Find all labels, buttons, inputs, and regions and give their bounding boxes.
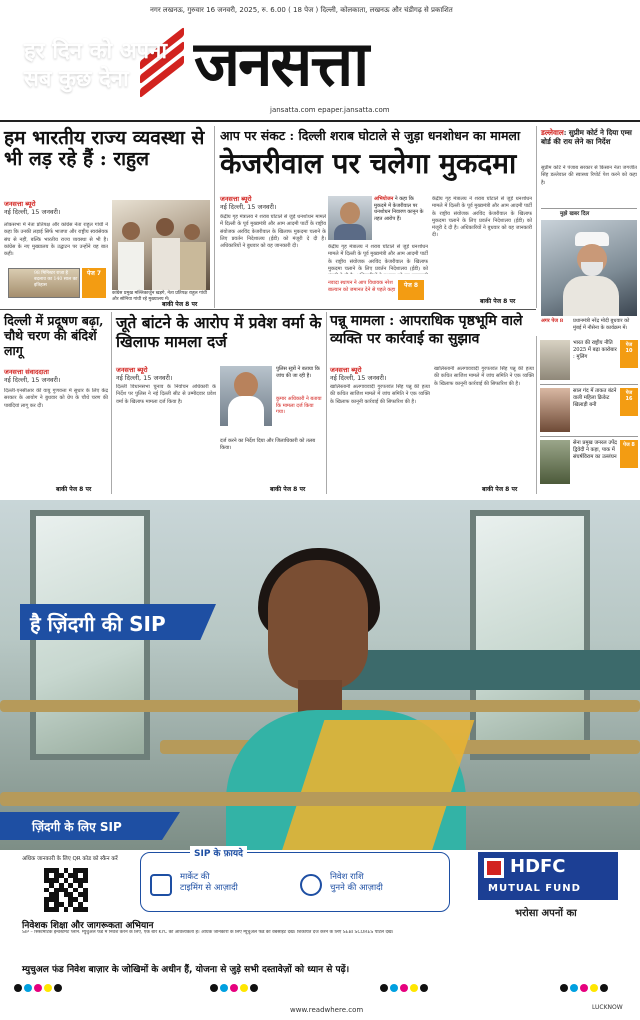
hdfc-brand-name: HDFC [510,856,566,877]
continued-pollution[interactable]: बाकी पेज 8 पर [56,486,92,493]
note-pravesh-1: पुलिस सूत्रों ने बताया कि जांच की जा रही है। [276,366,320,379]
photo-caption-rahul: कांग्रेस प्रमुख मल्लिकार्जुन खड़गे, नेता प्रतिपक्ष राहुल गांधी और सोनिया गांधी रहे मुख्यालय में। [112,291,207,302]
headline-kejriwal[interactable]: केजरीवाल पर चलेगा मुकदमा [220,147,517,180]
side-thumb-1 [540,340,570,380]
woman-face [268,560,368,690]
hdfc-brand-sub: MUTUAL FUND [488,883,581,894]
hdfc-logo-icon [484,858,504,878]
side-item-1-text[interactable]: भारत की राष्ट्रीय नीति 2025 में बढ़ा कारोबार : मुलिंग [573,340,617,360]
mutual-fund-disclaimer: म्युचुअल फंड निवेश बाज़ार के जोखिमों के अधीन हैं, योजना से जुड़े सभी दस्तावेज़ों को ध्यान से पढ़ें। [22,965,350,975]
byline-pollution: जनसत्ता संवाददाता नई दिल्ली, 15 जनवरी। [4,368,61,385]
headline-dallewal[interactable]: डल्लेवाल: सुप्रीम कोर्ट ने दिया एम्स बोर्ड की राय लेने का निर्देश [541,128,632,146]
pravesh-verma-photo [220,366,272,426]
sip-benefit-2: निवेश राशि चुनने की आज़ादी [330,872,383,893]
divider [540,384,638,385]
note-pravesh-2: कुमार अधिकारी ने बताया कि मामला दर्ज किया गया। [276,396,322,415]
headline-pollution[interactable]: दिल्ली में प्रदूषण बढ़ा, चौथे चरण की बंदिशें लागू [4,313,104,358]
headline-pravesh-verma[interactable]: जूते बांटने के आरोप में प्रवेश वर्मा के खिलाफ मामला दर्ज [116,313,322,352]
continued-kejriwal[interactable]: बाकी पेज 8 पर [480,298,516,305]
byline-rahul: जनसत्ता ब्यूरो नई दिल्ली, 15 जनवरी। [4,200,61,217]
website-link[interactable]: jansatta.com epaper.jansatta.com [270,106,390,114]
column-divider [326,312,327,494]
column-divider [536,336,537,494]
color-registration-marks [210,984,258,992]
investor-education-text: SIP – सिस्टेमेटिक इन्वेस्टमेंट प्लान. म्युचुअल फंड में निवेश करने के लिए, एक बार KYC की आवश्यकता है। अधिक जानकारी के लिए म्युचुअल फंड की वेबसाइट देखें। शिकायत दर्ज करने के लिए SEBI SCORES पोर्टल देखें। [22,930,394,935]
qr-code-icon[interactable] [44,868,88,912]
side-item-3-page[interactable]: पेज 8 [620,440,638,468]
article-body-pannun-2: खालिस्तानी अलगाववादी गुरपतवंत सिंह पन्नू की हत्या की कथित साजिश मामले में जांच समिति ने एक व्यक्ति के खिलाफ कानूनी कार्रवाई की सिफारिश की है। [434,366,534,387]
sip-benefit-1: मार्केट की टाइमिंग से आज़ादी [180,872,238,893]
color-registration-marks [380,984,428,992]
side-item-2-text[interactable]: साल गंद में ताकत बंटने वाली महिला क्रिकेट खिलाड़ी बनी [573,388,617,408]
caption-pravesh: दर्ज करने का निर्देश दिया और जिलाधिकारी को तलब किया। [220,438,316,451]
section-divider [0,309,536,310]
divider [541,208,637,209]
kejriwal-photo [328,196,372,240]
headline-pannun[interactable]: पन्नू मामला : आपराधिक पृष्ठभूमि वाले व्यक्ति पर कार्रवाई का सुझाव [330,313,523,347]
ad-headline-sip: है ज़िंदगी की SIP [30,612,166,636]
article-body-pannun-1: खालिस्तानी अलगाववादी गुरपतवंत सिंह पन्नू की हत्या की कथित साजिश मामले में जांच समिति ने एक व्यक्ति के खिलाफ कानूनी कार्रवाई की सिफारिश की है। [330,384,430,405]
article-body-dallewal: सुप्रीम कोर्ट ने पंजाब सरकार से किसान नेता जगजीत सिंह डल्लेवाल की स्वास्थ्य रिपोर्ट पेश करने को कहा है। [541,165,637,186]
article-body-kejriwal-1: केंद्रीय गृह मंत्रालय ने शराब घोटाले से जुड़े धनशोधन मामले में दिल्ली के पूर्व मुख्यमंत्री और आम आदमी पार्टी के राष्ट्रीय संयोजक अरविंद केजरीवाल के खिलाफ मुकदमा चलाने के लिए प्रवर्तन निदेशालय (ईडी) को मंजूरी दे दी है। अधिकारियों ने बुधवार को यह जानकारी दी। [220,214,326,249]
color-registration-marks [14,984,62,992]
photo-label-modi: मुझे खबर दिल [560,211,590,217]
article-body-pravesh: दिल्ली विधानसभा चुनाव के निर्वाचन अधिकारी के निर्देश पर पुलिस ने नई दिल्ली सीट से उम्मीदवार प्रवेश वर्मा के खिलाफ मामला दर्ज किया है। [116,384,216,405]
article-body-kejriwal-2: केंद्रीय गृह मंत्रालय ने शराब घोटाले से जुड़े धनशोधन मामले में दिल्ली के पूर्व मुख्यमंत्री और आम आदमी पार्टी के राष्ट्रीय संयोजक अरविंद केजरीवाल के खिलाफ मुकदमा चलाने के लिए प्रवर्तन निदेशालय (ईडी) को [328,244,428,272]
continued-rahul[interactable]: बाकी पेज 8 पर [162,301,198,308]
box-kejriwal-text: नवादा स्थापन ने आप विधायक नरेश बाल्यान को जमानत देने से पहले कहा [328,280,396,293]
side-thumb-3 [540,440,570,484]
hdfc-sip-advertisement[interactable] [0,500,640,850]
quote-kejriwal: अभियोजन ने कहा कि मुकदमे में केजरीवाल पर धनशोधन निवारण कानून के तहत आरोप हैं। [374,196,424,222]
rahul-photo [112,200,210,290]
byline-kejriwal: जनसत्ता ब्यूरो नई दिल्ली, 15 जनवरी। [220,195,277,212]
masthead-logo [140,28,520,100]
kicker-kejriwal: आप पर संकट : दिल्ली शराब घोटाले से जुड़ा धनशोधन का मामला [220,128,521,143]
side-thumb-2 [540,388,570,432]
dateline: नगर लखनऊ, गुरुवार 16 जनवरी, 2025, रु. 6.00 ( 18 पेज ) दिल्ली, कोलकाता, लखनऊ और चंडीगढ़ से प्रकाशित [150,6,453,14]
box-rahul-text: 98 मिनिस्टर राजा है बदलाव का 140 साल का इतिहास [34,271,78,288]
calendar-icon [150,874,172,896]
column-divider [111,312,112,494]
ad-tagline: ज़िंदगी के लिए SIP [32,820,122,834]
side-item-3-text[interactable]: सेना प्रमुख जनरल उपेंद्र द्विवेदी ने कहा, पाक में संघर्षविराम का उल्लंघन [573,440,617,460]
byline-pannun: जनसत्ता ब्यूरो नई दिल्ली, 15 जनवरी। [330,366,387,383]
newspaper-name: जनसत्ता [194,27,368,100]
headline-rahul[interactable]: हम भारतीय राज्य व्यवस्था से भी लड़ रहे हैं : राहुल [4,127,205,171]
modi-photo [541,220,637,316]
article-body-rahul: लोकसभा में नेता प्रतिपक्ष और कांग्रेस नेता राहुल गांधी ने कहा कि उनकी लड़ाई सिर्फ भाजपा और राष्ट्रीय स्वयंसेवक संघ से नहीं, बल्कि भारतीय राज्य व्यवस्था से भी है। कांग्रेस के नए मुख्यालय के उद्घाटन पर उन्होंने यह बात कही। [4,222,108,257]
caption-kicker-modi: अगर पेज 8 [541,318,564,324]
page-tag-8[interactable]: पेज 8 [398,280,424,300]
masthead-divider [0,120,640,122]
edition-city: LUCKNOW [592,1004,623,1011]
caption-modi: प्रधानमंत्री नरेंद्र मोदी बुधवार को मुंबई में नौसेना के कार्यक्रम में। [573,318,630,331]
color-registration-marks [560,984,608,992]
investor-education-title: निवेशक शिक्षा और जागरूकता अभियान [22,921,154,931]
ad-headline: हर दिन को अपना सब कुछ देना [24,39,168,93]
article-body-kejriwal-3: केंद्रीय गृह मंत्रालय ने शराब घोटाले से जुड़े धनशोधन मामले में दिल्ली के पूर्व मुख्यमंत्री और आम आदमी पार्टी के राष्ट्रीय संयोजक अरविंद केजरीवाल के खिलाफ मुकदमा चलाने के लिए प्रवर्तन निदेशालय (ईडी) को मंजूरी दे दी है। अधिकारियों ने बुधवार को यह जानकारी दी। [432,196,532,239]
footer-website[interactable]: www.readwhere.com [290,1006,364,1014]
continued-pannun[interactable]: बाकी पेज 8 पर [482,486,518,493]
bus-window [470,510,590,760]
column-divider [214,126,215,308]
article-body-pollution: दिल्ली-एनसीआर की वायु गुणवत्ता में सुधार के लिए केंद्र सरकार के आयोग ने बुधवार को ग्रेप के चौथे चरण की पाबंदियां लागू कर दीं। [4,388,108,409]
hdfc-tagline: भरोसा अपनों का [515,908,577,919]
byline-pravesh: जनसत्ता ब्यूरो नई दिल्ली, 15 जनवरी। [116,366,173,383]
bus-rail [0,792,640,806]
page-tag-7[interactable]: पेज 7 [82,268,106,298]
qr-label: अधिक जानकारी के लिए QR कोड को स्कैन करें [22,856,118,862]
sip-benefits-title: SIP के फ़ायदे [190,846,247,859]
divider [540,436,638,437]
coin-hand-icon [300,874,322,896]
column-divider [536,126,537,308]
side-item-2-page[interactable]: पेज 16 [620,388,638,416]
side-item-1-page[interactable]: पेज 10 [620,340,638,368]
continued-pravesh[interactable]: बाकी पेज 8 पर [270,486,306,493]
